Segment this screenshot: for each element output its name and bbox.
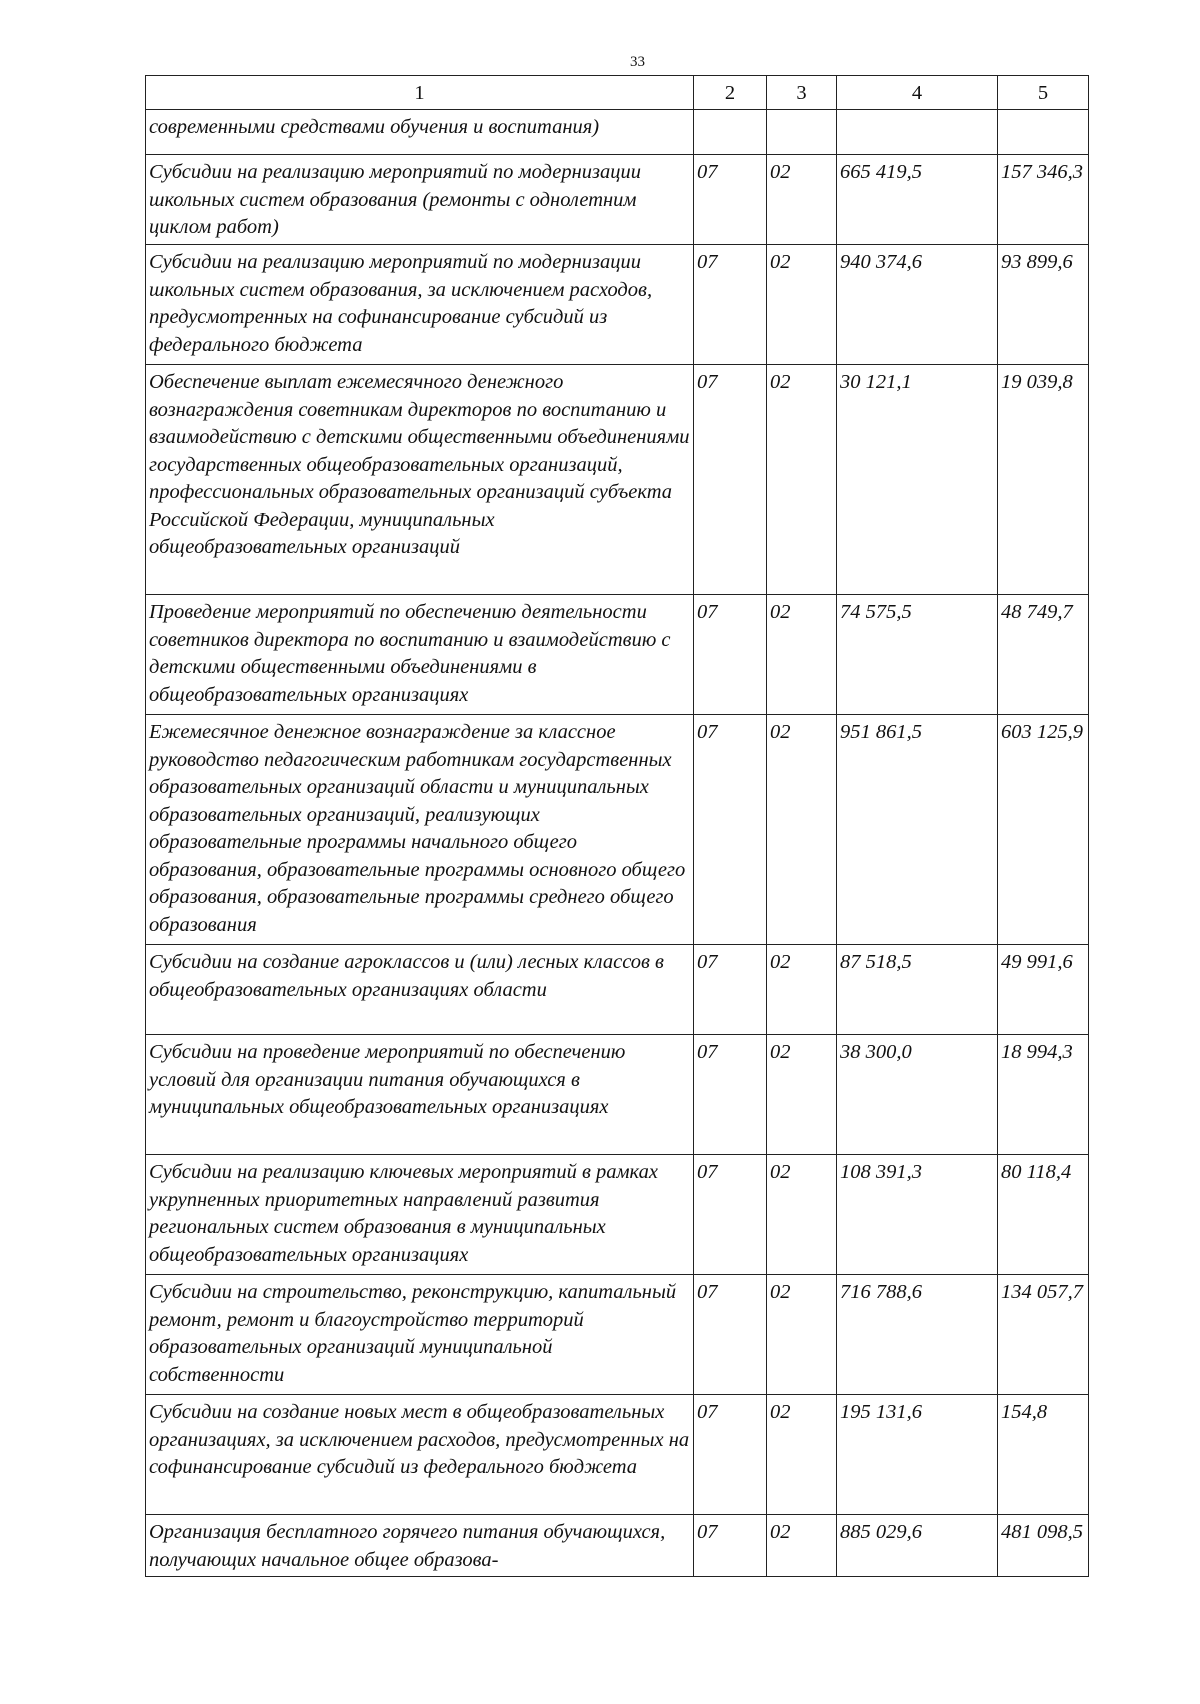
- header-col-5: 5: [998, 76, 1089, 110]
- row-value-5: 80 118,4: [998, 1155, 1089, 1275]
- header-col-1: 1: [146, 76, 694, 110]
- row-name: Обеспечение выплат ежемесячного денежного вознаграждения советникам директоров по воспитанию и взаимодействию с детскими общественными объединениями государственных общеобразовательных организаций, профессиональных образовательных организаций субъекта Российской Федерации, муниципальных общеобразовательных организаций: [146, 365, 694, 595]
- table-row: [146, 1395, 1089, 1515]
- row-name: Субсидии на реализацию ключевых мероприятий в рамках укрупненных приоритетных направлений развития региональных систем образования в муниципальных общеобразовательных организациях: [146, 1155, 694, 1275]
- table-row: [146, 595, 1089, 715]
- page-number: 33: [630, 54, 645, 70]
- row-name: Субсидии на создание новых мест в общеобразовательных организациях, за исключением расходов, предусмотренных на софинансирование субсидий из федерального бюджета: [146, 1395, 694, 1515]
- row-value-4: [837, 110, 998, 155]
- row-value-4: 885 029,6: [837, 1515, 998, 1577]
- row-section: 07: [694, 1155, 767, 1275]
- table-row: [146, 365, 1089, 595]
- table-row: [146, 945, 1089, 1035]
- row-section: 07: [694, 1395, 767, 1515]
- table-row: [146, 245, 1089, 365]
- row-section: 07: [694, 1515, 767, 1577]
- budget-table: [145, 75, 1089, 1577]
- row-section: [694, 110, 767, 155]
- header-col-2: 2: [694, 76, 767, 110]
- row-subsection: 02: [767, 595, 837, 715]
- row-subsection: 02: [767, 1275, 837, 1395]
- row-value-4: 87 518,5: [837, 945, 998, 1035]
- row-value-4: 195 131,6: [837, 1395, 998, 1515]
- row-value-5: 18 994,3: [998, 1035, 1089, 1155]
- row-name: Субсидии на реализацию мероприятий по модернизации школьных систем образования (ремонты с однолетним циклом работ): [146, 155, 694, 245]
- table-row: [146, 1155, 1089, 1275]
- row-value-4: 38 300,0: [837, 1035, 998, 1155]
- row-name: Субсидии на проведение мероприятий по обеспечению условий для организации питания обучающихся в муниципальных общеобразовательных организациях: [146, 1035, 694, 1155]
- row-value-4: 108 391,3: [837, 1155, 998, 1275]
- row-name: Субсидии на создание агроклассов и (или) лесных классов в общеобразовательных организациях области: [146, 945, 694, 1035]
- row-section: 07: [694, 1275, 767, 1395]
- row-subsection: 02: [767, 365, 837, 595]
- row-value-4: 940 374,6: [837, 245, 998, 365]
- row-subsection: 02: [767, 1155, 837, 1275]
- table-row: [146, 715, 1089, 945]
- row-subsection: [767, 110, 837, 155]
- row-section: 07: [694, 365, 767, 595]
- row-section: 07: [694, 715, 767, 945]
- row-value-5: [998, 110, 1089, 155]
- header-col-4: 4: [837, 76, 998, 110]
- table-header-row: [146, 76, 1089, 110]
- row-subsection: 02: [767, 1395, 837, 1515]
- table-row: [146, 110, 1089, 155]
- row-value-4: 716 788,6: [837, 1275, 998, 1395]
- row-value-5: 48 749,7: [998, 595, 1089, 715]
- row-name: Субсидии на реализацию мероприятий по модернизации школьных систем образования, за исключением расходов, предусмотренных на софинансирование субсидий из федерального бюджета: [146, 245, 694, 365]
- table-row: [146, 1515, 1089, 1577]
- row-section: 07: [694, 155, 767, 245]
- row-value-4: 951 861,5: [837, 715, 998, 945]
- row-value-5: 603 125,9: [998, 715, 1089, 945]
- row-value-5: 154,8: [998, 1395, 1089, 1515]
- row-value-4: 74 575,5: [837, 595, 998, 715]
- header-col-3: 3: [767, 76, 837, 110]
- row-section: 07: [694, 945, 767, 1035]
- row-section: 07: [694, 1035, 767, 1155]
- row-value-5: 49 991,6: [998, 945, 1089, 1035]
- row-value-5: 19 039,8: [998, 365, 1089, 595]
- row-value-4: 665 419,5: [837, 155, 998, 245]
- row-subsection: 02: [767, 1035, 837, 1155]
- table-row: [146, 1275, 1089, 1395]
- row-name: Проведение мероприятий по обеспечению деятельности советников директора по воспитанию и взаимодействию с детскими общественными объединениями в общеобразовательных организациях: [146, 595, 694, 715]
- row-value-5: 134 057,7: [998, 1275, 1089, 1395]
- row-value-5: 157 346,3: [998, 155, 1089, 245]
- row-name: Ежемесячное денежное вознаграждение за классное руководство педагогическим работникам государственных образовательных организаций области и муниципальных образовательных организаций, реализующих образовательные программы начального общего образования, образовательные программы основного общего образования, образовательные программы среднего общего образования: [146, 715, 694, 945]
- row-name: Субсидии на строительство, реконструкцию, капитальный ремонт, ремонт и благоустройство территорий образовательных организаций муниципальной собственности: [146, 1275, 694, 1395]
- row-name: Организация бесплатного горячего питания обучающихся, получающих начальное общее образова-: [146, 1515, 694, 1577]
- row-name: современными средствами обучения и воспитания): [146, 110, 694, 155]
- row-subsection: 02: [767, 715, 837, 945]
- table-row: [146, 155, 1089, 245]
- row-subsection: 02: [767, 945, 837, 1035]
- row-section: 07: [694, 245, 767, 365]
- row-section: 07: [694, 595, 767, 715]
- table-row: [146, 1035, 1089, 1155]
- row-value-4: 30 121,1: [837, 365, 998, 595]
- row-value-5: 93 899,6: [998, 245, 1089, 365]
- row-value-5: 481 098,5: [998, 1515, 1089, 1577]
- row-subsection: 02: [767, 155, 837, 245]
- row-subsection: 02: [767, 1515, 837, 1577]
- row-subsection: 02: [767, 245, 837, 365]
